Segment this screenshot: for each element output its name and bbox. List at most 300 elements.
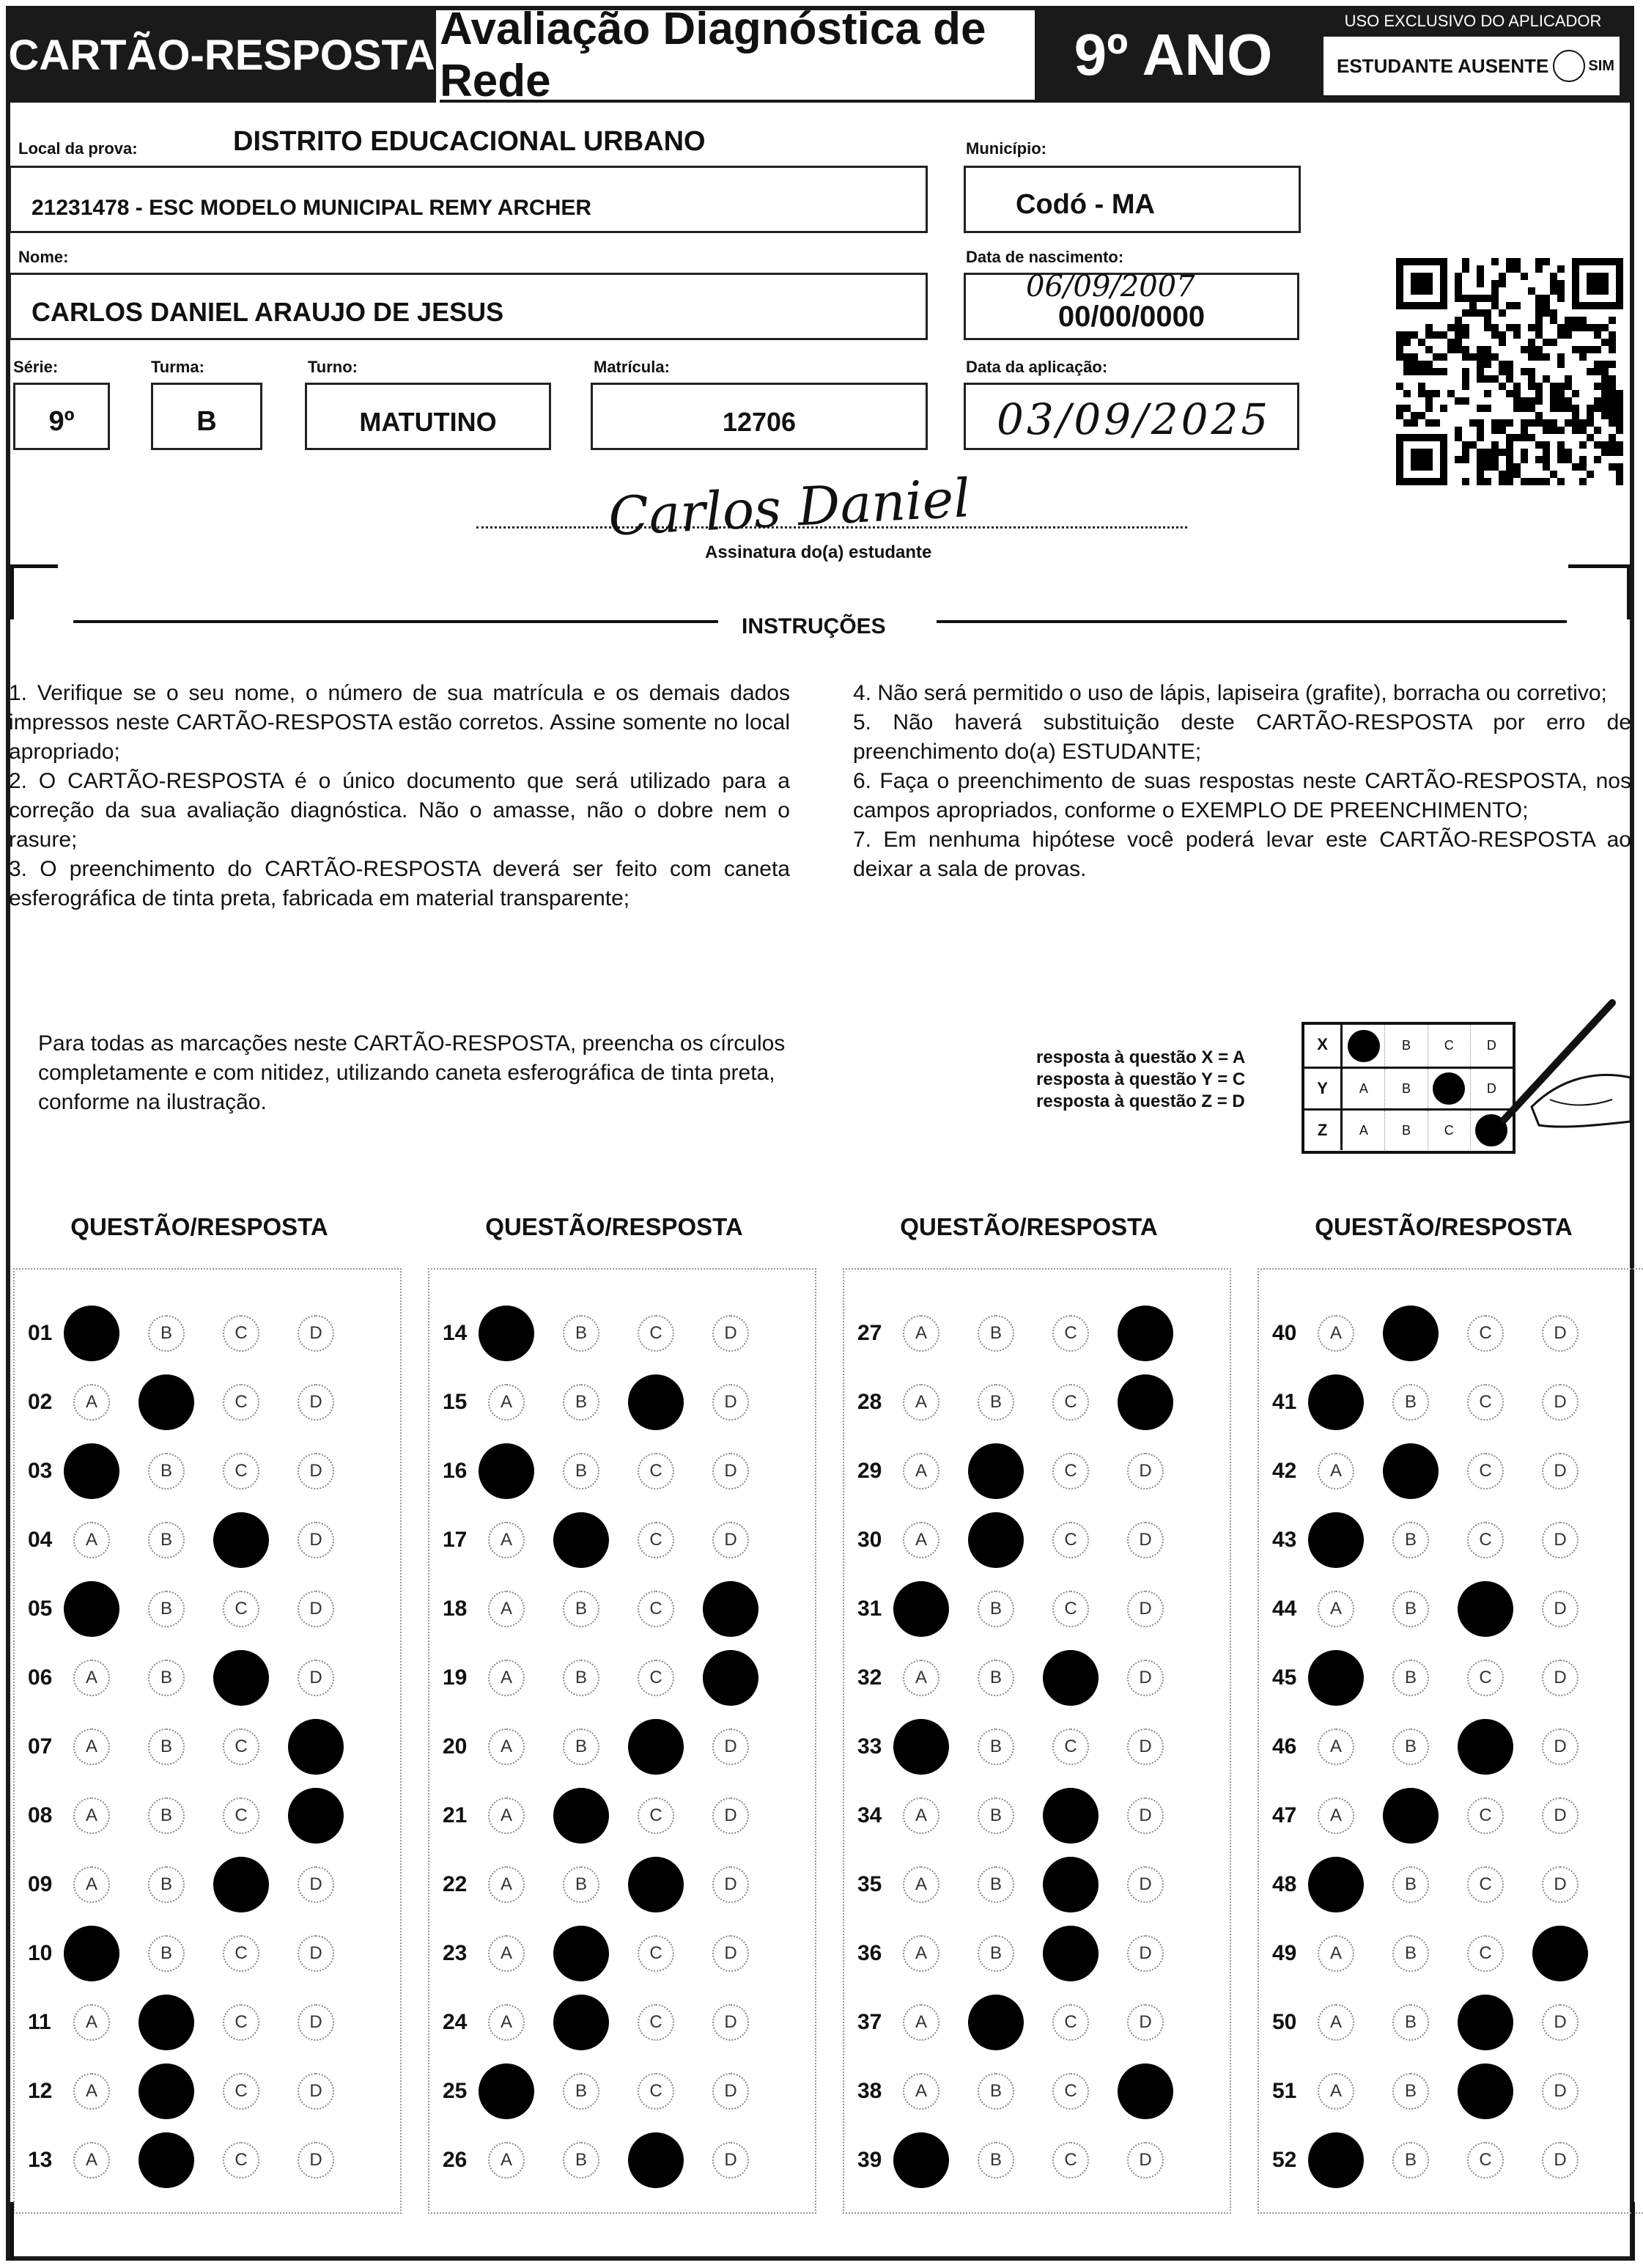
answer-bubble-b[interactable]: B — [1392, 1522, 1429, 1558]
absent-label: ESTUDANTE AUSENTE — [1337, 54, 1549, 77]
answer-bubble-b[interactable]: B — [563, 1453, 599, 1490]
answer-bubble-d[interactable] — [1118, 1374, 1173, 1430]
answer-bubble-d[interactable]: D — [712, 2142, 749, 2179]
answer-bubble-c[interactable]: C — [1467, 1522, 1504, 1558]
answer-bubble-a[interactable]: A — [488, 1522, 525, 1558]
answer-bubble-d[interactable] — [288, 1719, 344, 1775]
question-number: 01 — [28, 1321, 53, 1345]
answer-bubble-c[interactable]: C — [1467, 1797, 1504, 1834]
answer-bubble-b[interactable]: B — [148, 1453, 185, 1490]
answer-bubble-d[interactable]: D — [1542, 1522, 1579, 1558]
answer-bubble-a[interactable]: A — [1318, 1935, 1354, 1972]
answer-bubble-b[interactable]: B — [148, 1866, 185, 1903]
answer-bubble-b[interactable] — [968, 1512, 1024, 1568]
answer-bubble-c[interactable]: C — [1467, 1935, 1504, 1972]
answer-bubble-d[interactable]: D — [1127, 2004, 1164, 2041]
answer-bubble-b[interactable] — [139, 1374, 194, 1430]
answer-bubble-b[interactable]: B — [563, 2142, 599, 2179]
applicator-title: USO EXCLUSIVO DO APLICADOR — [1344, 12, 1602, 30]
answer-bubble-c[interactable]: C — [223, 1935, 259, 1972]
question-number: 36 — [857, 1941, 882, 1965]
answer-bubble-b[interactable]: B — [563, 1315, 599, 1352]
answer-bubble-b[interactable]: B — [978, 1591, 1014, 1627]
answer-bubble-c[interactable] — [1458, 1995, 1513, 2050]
question-number: 34 — [857, 1803, 882, 1827]
answer-bubble-a[interactable]: A — [488, 1660, 525, 1696]
applicator-box — [1312, 7, 1634, 103]
school-field: 21231478 - ESC MODELO MUNICIPAL REMY ARCHER — [9, 166, 928, 233]
answer-bubble-d[interactable]: D — [1542, 1453, 1579, 1490]
answer-bubble-b[interactable]: B — [148, 1660, 185, 1696]
answer-bubble-b[interactable]: B — [978, 1797, 1014, 1834]
answer-bubble-c[interactable] — [1043, 1788, 1099, 1844]
answer-bubble-a[interactable]: A — [488, 1797, 525, 1834]
instructions-title: INSTRUÇÕES — [742, 614, 886, 638]
question-number: 22 — [443, 1872, 468, 1896]
answer-bubble-c[interactable]: C — [1052, 1522, 1089, 1558]
answer-bubble-c[interactable] — [1458, 2063, 1513, 2119]
question-number: 48 — [1272, 1872, 1297, 1896]
answer-bubble-d[interactable]: D — [712, 1384, 749, 1421]
answer-column-4 — [1258, 1268, 1643, 2214]
question-number: 49 — [1272, 1941, 1297, 1965]
answer-bubble-a[interactable] — [1308, 1512, 1364, 1568]
question-number: 33 — [857, 1734, 882, 1759]
answer-bubble-b[interactable]: B — [1392, 1866, 1429, 1903]
example-line-x: resposta à questão X = A — [1036, 1048, 1246, 1067]
answer-bubble-b[interactable]: B — [1392, 1728, 1429, 1765]
instruction-1: 1. Verifique se o seu nome, o número de sua matrícula e os demais dados impressos neste CARTÃO-RESPOSTA estão corretos. Assine somente no local apropriado; — [9, 681, 790, 764]
answer-bubble-b[interactable]: B — [563, 1591, 599, 1627]
answer-bubble-b[interactable]: B — [978, 1866, 1014, 1903]
answer-bubble-b[interactable] — [1383, 1443, 1439, 1499]
answer-bubble-a[interactable]: A — [73, 1728, 110, 1765]
answer-bubble-d[interactable]: D — [1542, 1591, 1579, 1627]
answer-bubble-d[interactable] — [703, 1650, 758, 1706]
question-number: 09 — [28, 1872, 53, 1896]
matricula-field: 12706 — [591, 383, 928, 450]
answer-bubble-a[interactable]: A — [73, 1797, 110, 1834]
answer-bubble-b[interactable]: B — [978, 2073, 1014, 2110]
answer-bubble-d[interactable] — [1118, 2063, 1173, 2119]
turno-label: Turno: — [308, 358, 358, 376]
turno-field: MATUTINO — [305, 383, 551, 450]
answer-bubble-d[interactable]: D — [1127, 1591, 1164, 1627]
instructions-line-right — [937, 620, 1567, 623]
answer-bubble-c[interactable]: C — [638, 1660, 674, 1696]
answer-bubble-c[interactable]: C — [638, 1453, 674, 1490]
answer-bubble-c[interactable]: C — [1467, 2142, 1504, 2179]
answer-bubble-b[interactable] — [1383, 1788, 1439, 1844]
answer-bubble-a[interactable] — [1308, 1650, 1364, 1706]
answer-bubble-c[interactable]: C — [638, 1935, 674, 1972]
answer-bubble-b[interactable] — [553, 1788, 609, 1844]
question-row — [844, 1643, 1230, 1712]
answer-bubble-b[interactable]: B — [1392, 2004, 1429, 2041]
turma-label: Turma: — [151, 358, 204, 376]
answer-bubble-a[interactable]: A — [903, 1384, 939, 1421]
question-number: 24 — [443, 2010, 468, 2034]
answer-bubble-c[interactable] — [1043, 1926, 1099, 1981]
question-number: 23 — [443, 1941, 468, 1965]
answer-bubble-a[interactable] — [64, 1443, 119, 1499]
answer-bubble-a[interactable] — [893, 2132, 949, 2188]
question-row — [1259, 1506, 1643, 1575]
question-row — [1259, 1850, 1643, 1919]
answer-bubble-d[interactable]: D — [298, 1866, 334, 1903]
answer-bubble-b[interactable]: B — [978, 1728, 1014, 1765]
answer-bubble-a[interactable]: A — [903, 1866, 939, 1903]
answer-bubble-d[interactable]: D — [712, 2004, 749, 2041]
instructions-right — [853, 679, 1631, 884]
answer-bubble-c[interactable]: C — [223, 2073, 259, 2110]
answer-bubble-c[interactable]: C — [1467, 1315, 1504, 1352]
answer-bubble-d[interactable]: D — [712, 2073, 749, 2110]
answer-bubble-c[interactable] — [628, 1374, 684, 1430]
answer-bubble-d[interactable]: D — [1542, 1728, 1579, 1765]
aplicacao-label: Data da aplicação: — [966, 358, 1108, 376]
answer-bubble-c[interactable]: C — [223, 1728, 259, 1765]
answer-bubble-b[interactable]: B — [978, 1384, 1014, 1421]
column-header-3: QUESTÃO/RESPOSTA — [900, 1213, 1158, 1240]
signature-label: Assinatura do(a) estudante — [705, 542, 932, 562]
answer-bubble-a[interactable]: A — [1318, 1797, 1354, 1834]
answer-bubble-c[interactable]: C — [638, 2004, 674, 2041]
answer-bubble-c[interactable]: C — [638, 1797, 674, 1834]
example-legend — [1036, 1047, 1245, 1113]
answer-bubble-a[interactable] — [1308, 1857, 1364, 1912]
question-row — [429, 2126, 815, 2195]
answer-bubble-b[interactable]: B — [1392, 1591, 1429, 1627]
question-row — [15, 1712, 400, 1781]
answer-bubble-d[interactable]: D — [712, 1728, 749, 1765]
question-row — [15, 1781, 400, 1850]
answer-bubble-a[interactable]: A — [73, 1660, 110, 1696]
question-row — [15, 1919, 400, 1988]
answer-bubble-d[interactable]: D — [712, 1866, 749, 1903]
answer-bubble-a[interactable]: A — [73, 1866, 110, 1903]
example-bubble-a: A — [1343, 1111, 1385, 1150]
answer-bubble-d[interactable]: D — [298, 1453, 334, 1490]
answer-bubble-b[interactable] — [553, 1995, 609, 2050]
answer-bubble-c[interactable]: C — [1052, 2073, 1089, 2110]
answer-bubble-c[interactable]: C — [1052, 2004, 1089, 2041]
answer-bubble-b[interactable]: B — [978, 1315, 1014, 1352]
answer-bubble-b[interactable]: B — [148, 1797, 185, 1834]
answer-bubble-a[interactable]: A — [1318, 1315, 1354, 1352]
answer-bubble-d[interactable] — [703, 1581, 758, 1637]
question-row — [15, 1575, 400, 1643]
grade-label: 9º ANO — [1035, 7, 1312, 103]
answer-bubble-b[interactable]: B — [563, 2073, 599, 2110]
answer-bubble-c[interactable] — [1458, 1719, 1513, 1775]
corner-top-left — [10, 564, 58, 619]
answer-bubble-a[interactable] — [1308, 2132, 1364, 2188]
answer-bubble-a[interactable]: A — [73, 2004, 110, 2041]
question-row — [429, 1643, 815, 1712]
answer-bubble-b[interactable]: B — [1392, 2142, 1429, 2179]
answer-bubble-b[interactable] — [553, 1926, 609, 1981]
answer-bubble-a[interactable] — [64, 1581, 119, 1637]
answer-bubble-c[interactable]: C — [1052, 2142, 1089, 2179]
answer-bubble-a[interactable]: A — [903, 1660, 939, 1696]
question-number: 47 — [1272, 1803, 1297, 1827]
answer-bubble-b[interactable]: B — [978, 1935, 1014, 1972]
answer-bubble-b[interactable]: B — [1392, 2073, 1429, 2110]
instructions-left — [9, 679, 790, 913]
answer-bubble-d[interactable]: D — [1542, 2073, 1579, 2110]
answer-bubble-c[interactable] — [628, 2132, 684, 2188]
instruction-7: 7. Em nenhuma hipótese você poderá levar este CARTÃO-RESPOSTA ao deixar a sala de provas. — [853, 828, 1631, 881]
answer-bubble-a[interactable]: A — [903, 1935, 939, 1972]
answer-bubble-c[interactable]: C — [638, 1315, 674, 1352]
answer-bubble-b[interactable]: B — [1392, 1660, 1429, 1696]
answer-bubble-c[interactable] — [213, 1650, 269, 1706]
question-row — [844, 2057, 1230, 2126]
answer-bubble-d[interactable]: D — [1542, 1315, 1579, 1352]
question-row — [429, 1437, 815, 1506]
question-row — [15, 1506, 400, 1575]
answer-bubble-c[interactable]: C — [1052, 1453, 1089, 1490]
answer-bubble-d[interactable]: D — [298, 1591, 334, 1627]
answer-bubble-a[interactable]: A — [903, 2004, 939, 2041]
answer-bubble-b[interactable]: B — [563, 1660, 599, 1696]
question-number: 19 — [443, 1665, 468, 1690]
answer-bubble-c[interactable]: C — [1467, 1660, 1504, 1696]
answer-bubble-b[interactable] — [968, 1995, 1024, 2050]
answer-bubble-b[interactable] — [139, 2132, 194, 2188]
answer-bubble-c[interactable]: C — [1052, 1315, 1089, 1352]
answer-bubble-a[interactable]: A — [1318, 1728, 1354, 1765]
answer-bubble-a[interactable]: A — [73, 1522, 110, 1558]
example-bubble-d: D — [1486, 1038, 1496, 1053]
answer-bubble-b[interactable]: B — [563, 1728, 599, 1765]
answer-bubble-c[interactable] — [628, 1719, 684, 1775]
answer-bubble-d[interactable] — [1532, 1926, 1588, 1981]
question-row — [429, 1299, 815, 1368]
answer-bubble-a[interactable]: A — [903, 1315, 939, 1352]
answer-bubble-a[interactable] — [893, 1581, 949, 1637]
answer-bubble-a[interactable] — [479, 2063, 534, 2119]
answer-bubble-c[interactable]: C — [223, 1797, 259, 1834]
answer-bubble-a[interactable] — [64, 1306, 119, 1361]
answer-bubble-b[interactable]: B — [148, 1315, 185, 1352]
absent-bubble[interactable] — [1553, 50, 1585, 82]
question-number: 46 — [1272, 1734, 1297, 1759]
answer-bubble-d[interactable]: D — [712, 1453, 749, 1490]
answer-bubble-d[interactable]: D — [1127, 2142, 1164, 2179]
question-number: 07 — [28, 1734, 53, 1759]
answer-bubble-d[interactable]: D — [1542, 1797, 1579, 1834]
question-number: 21 — [443, 1803, 468, 1827]
question-row — [1259, 2057, 1643, 2126]
answer-bubble-b[interactable]: B — [148, 1935, 185, 1972]
example-bubble-a — [1343, 1025, 1385, 1067]
answer-bubble-b[interactable]: B — [148, 1591, 185, 1627]
answer-bubble-b[interactable]: B — [148, 1522, 185, 1558]
answer-bubble-a[interactable]: A — [903, 1453, 939, 1490]
answer-bubble-d[interactable]: D — [1127, 1935, 1164, 1972]
answer-bubble-a[interactable]: A — [903, 2073, 939, 2110]
answer-bubble-a[interactable]: A — [73, 2073, 110, 2110]
question-row — [1259, 1575, 1643, 1643]
answer-bubble-c[interactable] — [1043, 1650, 1099, 1706]
question-row — [844, 1368, 1230, 1437]
answer-bubble-c[interactable] — [213, 1512, 269, 1568]
answer-bubble-d[interactable]: D — [1127, 1660, 1164, 1696]
answer-bubble-c[interactable]: C — [1052, 1591, 1089, 1627]
answer-bubble-a[interactable]: A — [73, 2142, 110, 2179]
answer-bubble-b[interactable] — [1383, 1306, 1439, 1361]
answer-bubble-d[interactable]: D — [1542, 1384, 1579, 1421]
answer-bubble-a[interactable]: A — [73, 1384, 110, 1421]
absent-option: SIM — [1588, 57, 1614, 74]
example-bubble-b: B — [1385, 1111, 1428, 1150]
answer-bubble-b[interactable] — [968, 1443, 1024, 1499]
answer-bubble-c[interactable]: C — [223, 2004, 259, 2041]
answer-bubble-a[interactable] — [479, 1443, 534, 1499]
answer-bubble-d[interactable]: D — [298, 1315, 334, 1352]
answer-bubble-c[interactable]: C — [1052, 1384, 1089, 1421]
question-number: 26 — [443, 2148, 468, 2172]
answer-bubble-a[interactable]: A — [1318, 1591, 1354, 1627]
answer-bubble-a[interactable] — [64, 1926, 119, 1981]
local-label: Local da prova: — [18, 139, 138, 158]
answer-bubble-c[interactable]: C — [1467, 1384, 1504, 1421]
question-row — [429, 1850, 815, 1919]
answer-bubble-c[interactable]: C — [223, 1315, 259, 1352]
answer-bubble-b[interactable]: B — [1392, 1935, 1429, 1972]
answer-bubble-d[interactable]: D — [1127, 1453, 1164, 1490]
answer-bubble-a[interactable]: A — [488, 1866, 525, 1903]
instruction-4: 4. Não será permitido o uso de lápis, lapiseira (grafite), borracha ou corretivo; — [853, 681, 1607, 705]
answer-bubble-d[interactable] — [288, 1788, 344, 1844]
answer-bubble-d[interactable]: D — [298, 1660, 334, 1696]
answer-bubble-d[interactable]: D — [1127, 1866, 1164, 1903]
answer-bubble-b[interactable]: B — [978, 2142, 1014, 2179]
question-row — [1259, 1988, 1643, 2057]
answer-bubble-d[interactable]: D — [1127, 1797, 1164, 1834]
answer-bubble-a[interactable]: A — [488, 1591, 525, 1627]
answer-bubble-c[interactable]: C — [1467, 1866, 1504, 1903]
question-row — [15, 2057, 400, 2126]
answer-bubble-a[interactable]: A — [903, 1522, 939, 1558]
question-number: 35 — [857, 1872, 882, 1896]
answer-bubble-b[interactable]: B — [1392, 1384, 1429, 1421]
example-question-label: Y — [1304, 1069, 1343, 1108]
answer-bubble-a[interactable]: A — [488, 1384, 525, 1421]
question-row — [15, 1368, 400, 1437]
answer-bubble-d[interactable]: D — [1127, 1522, 1164, 1558]
answer-bubble-a[interactable]: A — [1318, 2004, 1354, 2041]
answer-bubble-a[interactable]: A — [488, 1935, 525, 1972]
answer-bubble-a[interactable]: A — [1318, 1453, 1354, 1490]
answer-bubble-c[interactable]: C — [638, 2073, 674, 2110]
answer-bubble-d[interactable]: D — [298, 1522, 334, 1558]
question-number: 32 — [857, 1665, 882, 1690]
answer-bubble-d[interactable]: D — [298, 2004, 334, 2041]
question-row — [844, 1712, 1230, 1781]
qr-code — [1396, 257, 1623, 487]
answer-bubble-a[interactable]: A — [903, 1797, 939, 1834]
answer-bubble-d[interactable]: D — [1542, 1866, 1579, 1903]
answer-bubble-b[interactable] — [139, 2063, 194, 2119]
answer-bubble-d[interactable]: D — [298, 2142, 334, 2179]
question-number: 20 — [443, 1734, 468, 1759]
answer-bubble-c[interactable] — [1458, 1581, 1513, 1637]
question-number: 42 — [1272, 1459, 1297, 1483]
question-row — [1259, 1919, 1643, 1988]
answer-bubble-c[interactable]: C — [223, 1591, 259, 1627]
answer-bubble-d[interactable]: D — [712, 1522, 749, 1558]
answer-bubble-a[interactable] — [1308, 1374, 1364, 1430]
answer-bubble-a[interactable]: A — [488, 2142, 525, 2179]
answer-bubble-c[interactable]: C — [223, 1384, 259, 1421]
answer-bubble-b[interactable]: B — [563, 1384, 599, 1421]
answer-bubble-d[interactable]: D — [1127, 1728, 1164, 1765]
corner-bottom-left — [10, 2202, 29, 2261]
answer-bubble-a[interactable]: A — [1318, 2073, 1354, 2110]
answer-bubble-d[interactable]: D — [1542, 2142, 1579, 2179]
question-number: 29 — [857, 1459, 882, 1483]
answer-bubble-c[interactable]: C — [1052, 1728, 1089, 1765]
answer-bubble-b[interactable]: B — [978, 1660, 1014, 1696]
answer-bubble-c[interactable]: C — [1467, 1453, 1504, 1490]
example-bubble-a: A — [1343, 1069, 1385, 1108]
answer-bubble-c[interactable] — [1043, 1857, 1099, 1912]
answer-bubble-a[interactable]: A — [488, 1728, 525, 1765]
answer-bubble-d[interactable]: D — [1542, 2004, 1579, 2041]
answer-bubble-d[interactable] — [1118, 1306, 1173, 1361]
question-number: 02 — [28, 1390, 53, 1414]
question-row — [429, 1506, 815, 1575]
question-number: 12 — [28, 2079, 53, 2103]
answer-bubble-b[interactable]: B — [148, 1728, 185, 1765]
answer-bubble-d[interactable]: D — [298, 1935, 334, 1972]
answer-bubble-d[interactable]: D — [298, 2073, 334, 2110]
answer-bubble-b[interactable]: B — [563, 1866, 599, 1903]
question-row — [15, 1299, 400, 1368]
question-number: 18 — [443, 1597, 468, 1621]
matricula-label: Matrícula: — [594, 358, 670, 376]
question-number: 17 — [443, 1528, 468, 1552]
answer-bubble-c[interactable]: C — [638, 1591, 674, 1627]
answer-bubble-b[interactable] — [553, 1512, 609, 1568]
question-row — [15, 1850, 400, 1919]
answer-bubble-a[interactable] — [893, 1719, 949, 1775]
example-bubble-d: D — [1486, 1080, 1496, 1096]
answer-bubble-c[interactable]: C — [223, 2142, 259, 2179]
question-row — [429, 1368, 815, 1437]
question-number: 39 — [857, 2148, 882, 2172]
question-number: 04 — [28, 1528, 53, 1552]
answer-bubble-d[interactable]: D — [712, 1935, 749, 1972]
example-line-z: resposta à questão Z = D — [1036, 1091, 1245, 1111]
answer-bubble-a[interactable] — [479, 1306, 534, 1361]
question-number: 14 — [443, 1321, 468, 1345]
answer-bubble-c[interactable] — [628, 1857, 684, 1912]
aplicacao-handwritten: 03/09/2025 — [997, 394, 1271, 444]
answer-bubble-d[interactable]: D — [712, 1797, 749, 1834]
answer-bubble-c[interactable] — [213, 1857, 269, 1912]
answer-bubble-b[interactable] — [139, 1995, 194, 2050]
answer-bubble-d[interactable]: D — [1542, 1660, 1579, 1696]
answer-bubble-a[interactable]: A — [488, 2004, 525, 2041]
answer-bubble-c[interactable]: C — [223, 1453, 259, 1490]
answer-bubble-d[interactable]: D — [712, 1315, 749, 1352]
answer-bubble-c[interactable]: C — [638, 1522, 674, 1558]
answer-bubble-d[interactable]: D — [298, 1384, 334, 1421]
